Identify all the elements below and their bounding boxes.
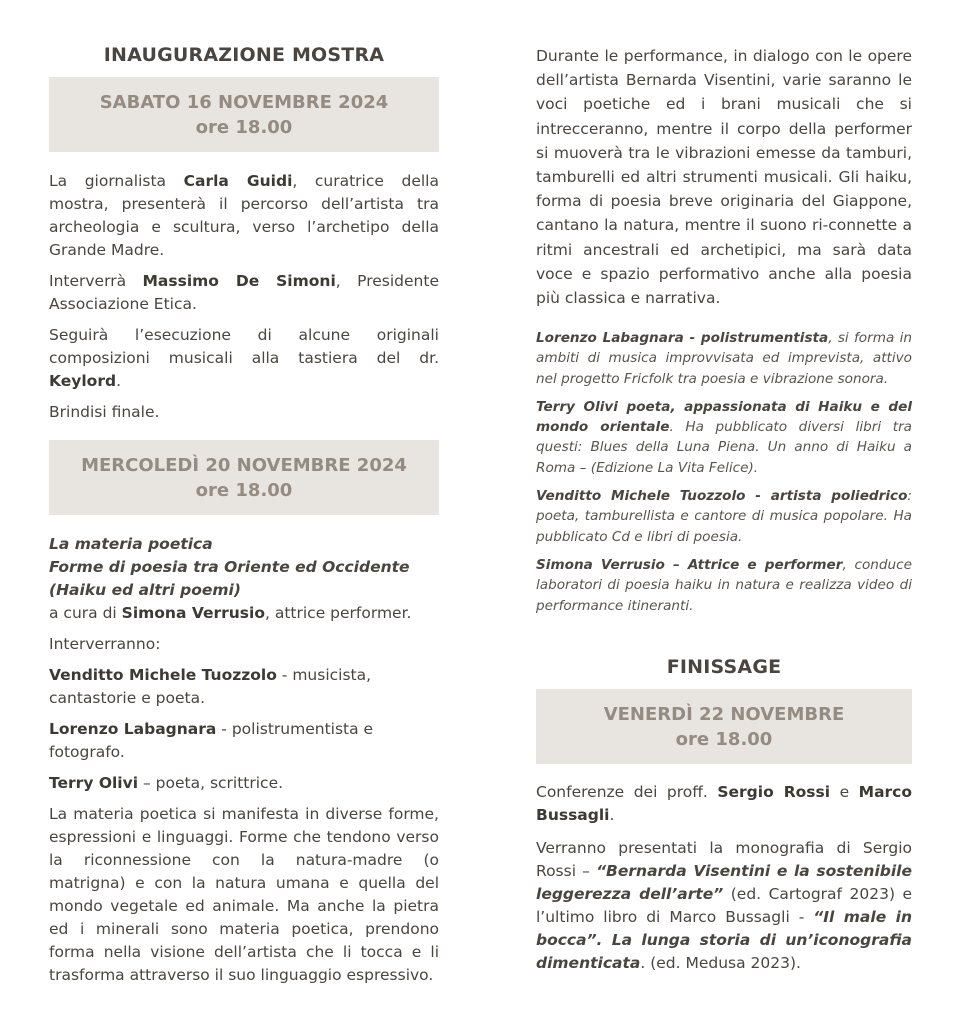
text: . (ed. Medusa 2023). <box>640 954 801 972</box>
text: La giornalista <box>49 172 184 190</box>
text: - musicista, cantastorie e poeta. <box>49 666 372 707</box>
inauguration-date-box <box>49 77 439 152</box>
text: a cura di <box>49 604 122 622</box>
person-name: Simona Verrusio <box>121 604 265 622</box>
inauguration-paragraph-4: Brindisi finale. <box>49 403 160 421</box>
finissage-text <box>536 781 912 975</box>
event-title-3: (Haiku ed altri poemi) <box>49 581 241 599</box>
inauguration-date: SABATO 16 NOVEMBRE 2024 <box>99 92 389 113</box>
bio-name: Simona Verrusio – Attrice e performer <box>536 556 843 573</box>
text: e <box>830 783 859 801</box>
text: – poeta, scrittrice. <box>138 774 284 792</box>
inauguration-paragraph-1 <box>49 170 439 262</box>
bio-text: : poeta, tamburellista e cantore di musica popolare. Ha pubblicato Cd e libri di poesia. <box>536 488 912 545</box>
finissage-date: VENERDÌ 22 NOVEMBRE <box>603 704 845 725</box>
person-name: Massimo De Simoni <box>142 272 336 290</box>
second-date: MERCOLEDÌ 20 NOVEMBRE 2024 <box>81 455 407 476</box>
bio-text: . Ha pubblicato diversi libri tra questi: Blues della Luna Piena. Un anno di Haiku a Roma – (Edizione La Vita Felice). <box>536 419 912 476</box>
text: Verranno presentati la monografia di Sergio Rossi – <box>536 839 912 880</box>
speaker-3 <box>49 772 439 795</box>
second-text <box>49 533 439 987</box>
finissage-paragraph-1 <box>536 781 912 827</box>
person-name: Marco Bussagli <box>536 783 913 824</box>
person-name: Keylord <box>49 372 117 390</box>
finissage-date-box <box>536 689 912 764</box>
bio-item <box>536 555 912 616</box>
finissage-title: FINISSAGE <box>666 656 782 678</box>
person-name: Venditto Michele Tuozzolo <box>49 666 277 684</box>
second-time: ore 18.00 <box>195 480 293 501</box>
inauguration-title: INAUGURAZIONE MOSTRA <box>103 44 385 66</box>
second-date-box <box>49 440 439 515</box>
inauguration-paragraph-3 <box>49 324 439 393</box>
speaker-1 <box>49 664 439 710</box>
event-title-2: Forme di poesia tra Oriente ed Occidente <box>49 558 410 576</box>
book-title: “Il male in bocca”. La lunga storia di un’iconografia dimenticata <box>536 908 912 972</box>
bio-text: , conduce laboratori di poesia haiku in natura e realizza video di performance itineranti. <box>536 556 912 614</box>
speaker-2 <box>49 718 439 764</box>
text: Interverrà <box>49 272 143 290</box>
event-description: La materia poetica si manifesta in diverse forme, espressioni e linguaggi. Forme che tendono verso la riconnessione con la natura-madre (o matrigna) e con la natura umana e quella del mondo vegetale ed animale. Ma anche la pietra ed i minerali sono materia poetica, prendono forma nella visione dell’artista che li tocca e li trasforma attraverso il suo linguaggio espressivo. <box>49 805 439 984</box>
person-name: Terry Olivi <box>49 774 139 792</box>
event-title-1: La materia poetica <box>49 535 213 553</box>
text: Seguirà l’esecuzione di alcune originali composizioni musicali alla tastiera del dr. <box>49 326 439 367</box>
bios-list <box>536 328 912 624</box>
bio-name: Lorenzo Labagnara - polistrumentista <box>536 330 829 346</box>
bio-text: , si forma in ambiti di musica improvvisata ed imprevista, attivo nel progetto Fricfolk tra poesia e vibrazione sonora. <box>536 330 912 387</box>
bio-name: Venditto Michele Tuozzolo - artista poliedrico <box>536 488 908 505</box>
text: Conferenze dei proff. <box>536 783 718 801</box>
book-title: “Bernarda Visentini e la sostenibile leggerezza dell’arte” <box>536 862 912 903</box>
inauguration-time: ore 18.00 <box>195 117 293 138</box>
finissage-paragraph-2 <box>536 837 912 975</box>
text: , attrice performer. <box>265 604 412 622</box>
text: - polistrumentista e fotografo. <box>49 720 374 761</box>
person-name: Carla Guidi <box>183 172 293 190</box>
bio-item <box>536 397 912 478</box>
bio-item <box>536 328 912 389</box>
text: , curatrice della mostra, presenterà il percorso dell’artista tra archeologia e scultura, verso l’archetipo della Grande Madre. <box>49 172 439 259</box>
bio-name: Terry Olivi poeta, appassionata di Haiku e del mondo orientale <box>536 398 912 436</box>
curator-line <box>49 602 439 625</box>
text: (ed. Cartograf 2023) e l’ultimo libro di Marco Bussagli - <box>536 885 913 926</box>
text: . <box>609 806 615 824</box>
inauguration-paragraph-2 <box>49 270 439 316</box>
speakers-label: Interverranno: <box>49 635 161 653</box>
bio-item <box>536 486 912 547</box>
text: , Presidente Associazione Etica. <box>49 272 439 313</box>
performance-text: Durante le performance, in dialogo con le opere dell’artista Bernarda Visentini, varie saranno le voci poetiche ed i brani musicali che si intrecceranno, mentre il corpo della performer si muoverà tra le vibrazioni emesse da tamburi, tamburelli ed altri strumenti musicali. Gli haiku, forma di poesia breve originaria del Giappone, cantano la natura, mentre il suono ri-connette a ritmi ancestrali ed archetipici, ma sarà data voce e spazio performativo anche alla poesia più classica e narrativa. <box>536 47 912 308</box>
person-name: Lorenzo Labagnara <box>49 720 217 738</box>
person-name: Sergio Rossi <box>717 783 831 801</box>
finissage-time: ore 18.00 <box>675 729 773 750</box>
inauguration-text <box>49 170 439 424</box>
text: . <box>116 372 121 390</box>
